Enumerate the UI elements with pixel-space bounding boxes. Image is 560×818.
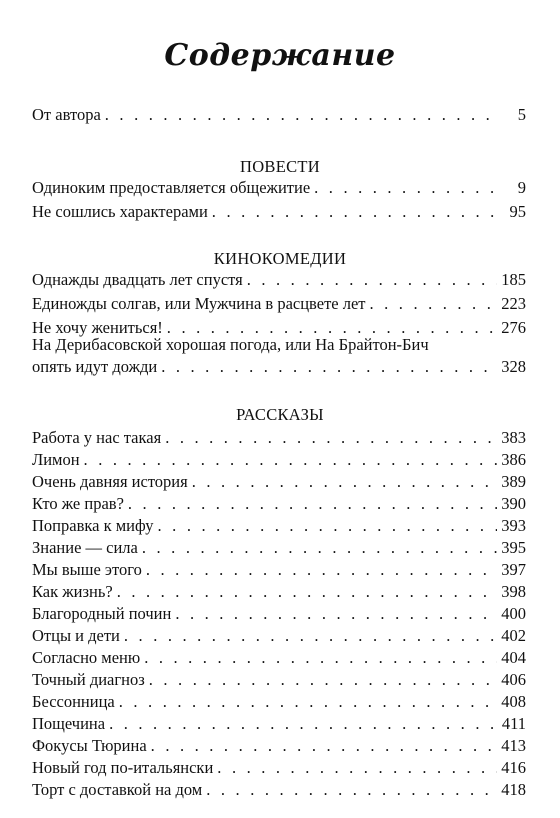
leader-dots: [124, 626, 497, 646]
entry-title: Отцы и дети: [32, 626, 120, 645]
entry-title: опять идут дожди: [32, 357, 158, 376]
toc-entry: [32, 178, 526, 198]
section-heading: ПОВЕСТИ: [239, 157, 321, 176]
entry-page: 276: [501, 318, 526, 337]
toc-entry: [32, 450, 526, 470]
leader-dots: [314, 178, 500, 198]
leader-dots: [151, 736, 498, 756]
leader-dots: [119, 692, 498, 712]
leader-dots: [165, 428, 497, 448]
entry-title: Торт с доставкой на дом: [32, 780, 203, 799]
entry-page: 402: [501, 626, 526, 645]
toc-entry: [32, 780, 526, 800]
entry-title: От автора: [32, 105, 101, 124]
toc-entry: [32, 538, 526, 558]
toc-entry: [32, 626, 526, 646]
entry-title: Не сошлись характерами: [32, 202, 208, 221]
page-title: Содержание: [164, 38, 396, 73]
leader-dots: [128, 494, 497, 514]
leader-dots: [247, 270, 498, 290]
toc-entry: [32, 714, 526, 734]
entry-page: 5: [517, 105, 526, 124]
entry-page: 393: [501, 516, 526, 535]
entry-page: 416: [501, 758, 526, 777]
entry-title: Кто же прав?: [32, 494, 124, 513]
toc-entry: [32, 604, 526, 624]
entry-title: Очень давняя история: [32, 472, 188, 491]
leader-dots: [192, 472, 498, 492]
entry-page: 411: [501, 714, 526, 733]
entry-page: 413: [501, 736, 526, 755]
entry-page: 400: [501, 604, 526, 623]
leader-dots: [117, 582, 498, 602]
entry-title: Единожды солгав, или Мужчина в расцвете лет: [32, 294, 366, 313]
entry-title: Поправка к мифу: [32, 516, 154, 535]
toc-entry: [32, 294, 526, 314]
entry-title: Новый год по-итальянски: [32, 758, 214, 777]
toc-entry: [32, 202, 526, 222]
toc-entry: [32, 648, 526, 668]
leader-dots: [161, 357, 497, 377]
entry-title: Знание — сила: [32, 538, 138, 557]
entry-page: 395: [501, 538, 526, 557]
leader-dots: [370, 294, 498, 314]
entry-page: 418: [501, 780, 526, 799]
leader-dots: [212, 202, 500, 222]
toc-entry: [32, 428, 526, 448]
entry-page: 223: [501, 294, 526, 313]
entry-title: Не хочу жениться!: [32, 318, 163, 337]
toc-entry: [32, 357, 526, 377]
toc-entry: [32, 758, 526, 778]
entry-title: Одиноким предоставляется общежитие: [32, 178, 311, 197]
toc-entry: [32, 692, 526, 712]
entry-page: 383: [501, 428, 526, 447]
entry-title: Благородный почин: [32, 604, 172, 623]
entry-title: Как жизнь?: [32, 582, 113, 601]
entry-title: Пощечина: [32, 714, 106, 733]
entry-title: Лимон: [32, 450, 80, 469]
entry-page: 397: [501, 560, 526, 579]
leader-dots: [144, 648, 497, 668]
leader-dots: [149, 670, 498, 690]
section-heading: РАССКАЗЫ: [236, 405, 324, 424]
entry-page: 185: [501, 270, 526, 289]
leader-dots: [84, 450, 498, 470]
toc-entry: [32, 736, 526, 756]
toc-entry: [32, 582, 526, 602]
entry-page: 390: [501, 494, 526, 513]
entry-title: Точный диагноз: [32, 670, 145, 689]
section-heading: КИНОКОМЕДИИ: [213, 249, 347, 268]
leader-dots: [142, 538, 497, 558]
leader-dots: [217, 758, 497, 778]
entry-title: Фокусы Тюрина: [32, 736, 147, 755]
entry-title: Однажды двадцать лет спустя: [32, 270, 243, 289]
leader-dots: [109, 714, 498, 734]
entry-page: 398: [501, 582, 526, 601]
leader-dots: [105, 105, 500, 125]
entry-page: 408: [501, 692, 526, 711]
entry-title-line1: На Дерибасовской хорошая погода, или На Брайтон-Бич: [32, 335, 429, 354]
entry-page: 95: [509, 202, 526, 221]
leader-dots: [158, 516, 498, 536]
leader-dots: [206, 780, 497, 800]
toc-entry: [32, 472, 526, 492]
toc-entry: [32, 270, 526, 290]
entry-title: Бессонница: [32, 692, 115, 711]
toc-entry: [32, 670, 526, 690]
entry-page: 328: [501, 357, 526, 376]
entry-title: Работа у нас такая: [32, 428, 162, 447]
entry-page: 389: [501, 472, 526, 491]
entry-page: 386: [501, 450, 526, 469]
toc-entry: [32, 516, 526, 536]
entry-title: Мы выше этого: [32, 560, 142, 579]
entry-page: 406: [501, 670, 526, 689]
entry-page: 404: [501, 648, 526, 667]
toc-entry: [32, 105, 526, 125]
entry-page: 9: [517, 178, 526, 197]
entry-title: Согласно меню: [32, 648, 141, 667]
leader-dots: [146, 560, 497, 580]
toc-entry: [32, 560, 526, 580]
toc-entry: [32, 494, 526, 514]
leader-dots: [175, 604, 497, 624]
